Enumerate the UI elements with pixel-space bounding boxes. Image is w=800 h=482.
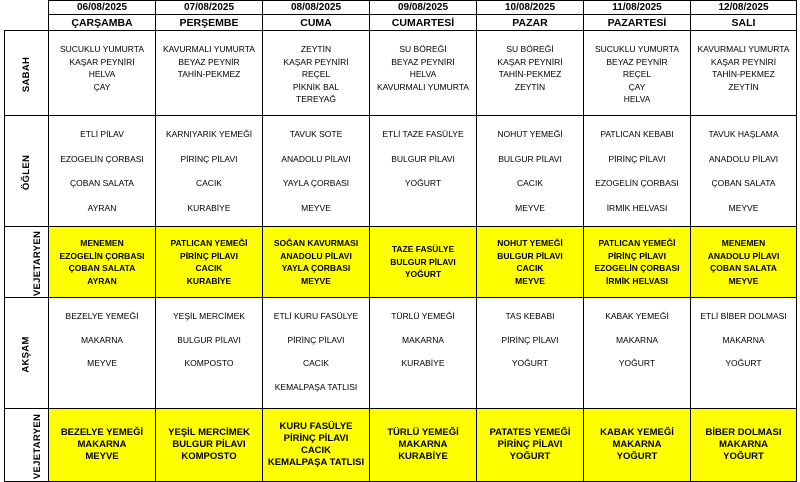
menu-item: BİBER DOLMASI: [705, 427, 782, 438]
menu-item: ZEYTİN: [300, 44, 332, 54]
day-cell: PERŞEMBE: [156, 15, 263, 31]
date-cell: 08/08/2025: [263, 1, 370, 15]
menu-item: KEMALPAŞA TATLISI: [274, 381, 358, 392]
menu-item: SUCUKLU YUMURTA: [594, 44, 680, 54]
sabah-cell: [691, 31, 797, 116]
aksam-cell: [584, 298, 691, 409]
menu-item: AYRAN: [87, 202, 117, 213]
menu-item: MEYVE: [87, 358, 117, 368]
menu-item: YOĞURT: [618, 358, 656, 368]
day-header-row: [5, 15, 797, 31]
menu-item: MAKARNA: [612, 439, 662, 450]
menu-item: ÇOBAN SALATA: [710, 263, 777, 273]
menu-item: ANADOLU PİLAVI: [280, 250, 352, 261]
vejetaryen-cell: [584, 409, 691, 482]
vejetaryen-cell: [370, 409, 477, 482]
menu-item: REÇEL: [301, 69, 331, 79]
menu-item: KAVURMALI YUMURTA: [697, 44, 790, 54]
sabah-cell: [49, 31, 156, 116]
vejetaryen-cell: [691, 227, 797, 298]
menu-item: EZOGELİN ÇORBASI: [595, 178, 679, 188]
menu-item: NOHUT YEMEĞİ: [497, 129, 563, 139]
menu-item: ZEYTİN: [728, 81, 759, 92]
vejetaryen-cell: [691, 409, 797, 482]
menu-item: ÇOBAN SALATA: [711, 178, 776, 188]
menu-item: ANADOLU PİLAVI: [281, 153, 351, 164]
menu-item: PİRİNÇ PİLAVI: [501, 334, 559, 345]
corner-cell: [5, 15, 49, 31]
row-label-sabah: [5, 31, 49, 116]
menu-item: MEYVE: [515, 275, 545, 286]
menu-item: KAŞAR PEYNİRİ: [497, 56, 563, 67]
aksam-cell: [691, 298, 797, 409]
menu-item: PATATES YEMEĞİ: [489, 427, 571, 438]
day-cell: PAZARTESİ: [584, 15, 691, 31]
menu-item: ÇAY: [93, 81, 111, 92]
menu-item: MEYVE: [728, 275, 759, 286]
menu-item: KURABİYE: [398, 451, 448, 462]
menu-item: KABAK YEMEĞİ: [605, 311, 669, 321]
menu-item: YEŞİL MERCİMEK: [168, 427, 250, 438]
menu-item: KAŞAR PEYNİRİ: [69, 56, 135, 67]
day-cell: SALI: [691, 15, 797, 31]
vejetaryen-cell: [477, 409, 584, 482]
menu-item: PATLICAN KEBABI: [600, 129, 674, 139]
menu-item: TAVUK SOTE: [289, 129, 343, 139]
sabah-cell: [477, 31, 584, 116]
aksam-row: [5, 298, 797, 409]
menu-item: CACIK: [303, 358, 329, 368]
day-cell: CUMA: [263, 15, 370, 31]
menu-item: PİRİNÇ PİLAVI: [180, 250, 238, 261]
menu-item: ETLİ BİBER DOLMASI: [700, 311, 787, 321]
menu-item: SOĞAN KAVURMASI: [273, 238, 359, 248]
menu-item: MAKARNA: [398, 439, 448, 450]
menu-item: ZEYTİN: [514, 81, 546, 92]
menu-item: TAHİN-PEKMEZ: [498, 69, 562, 79]
vejetaryen-cell: [263, 227, 370, 298]
row-label-aksam: [5, 298, 49, 409]
menu-item: TAS KEBABI: [505, 311, 555, 321]
menu-item: EZOGELİN ÇORBASI: [60, 153, 144, 164]
menu-item: BULGUR PİLAVI: [497, 250, 563, 261]
menu-item: YOĞURT: [616, 451, 658, 462]
menu-item: REÇEL: [622, 69, 652, 79]
oglen-cell: [477, 116, 584, 227]
oglen-cell: [584, 116, 691, 227]
row-label-text: ÖĞLEN: [21, 154, 32, 191]
menu-item: CACIK: [300, 445, 332, 456]
aksam-cell: [370, 298, 477, 409]
vejetaryen-dinner-row: [5, 409, 797, 482]
day-cell: PAZAR: [477, 15, 584, 31]
menu-item: ÇOBAN SALATA: [68, 263, 136, 273]
vejetaryen-cell: [49, 409, 156, 482]
menu-item: NOHUT YEMEĞİ: [497, 238, 563, 248]
menu-item: MAKARNA: [80, 334, 124, 345]
menu-item: KURABİYE: [186, 275, 232, 286]
menu-item: MEYVE: [85, 451, 119, 462]
sabah-cell: [370, 31, 477, 116]
menu-item: EZOGELİN ÇORBASI: [594, 263, 680, 273]
menu-item: MAKARNA: [77, 439, 127, 450]
menu-item: PATLICAN YEMEĞİ: [598, 238, 676, 248]
menu-item: CACIK: [517, 178, 543, 188]
menu-item: MEYVE: [301, 275, 331, 286]
menu-item: İRMİK HELVASI: [606, 202, 668, 213]
menu-item: ÇOBAN SALATA: [70, 178, 134, 188]
row-label-oglen: [5, 116, 49, 227]
menu-item: BULGUR PİLAVI: [172, 439, 246, 450]
menu-item: YAYLA ÇORBASI: [282, 178, 350, 188]
menu-item: TEREYAĞ: [296, 94, 336, 104]
menu-item: MENEMEN: [80, 238, 124, 248]
menu-item: MENEMEN: [721, 238, 766, 248]
aksam-cell: [477, 298, 584, 409]
menu-item: EZOGELİN ÇORBASI: [59, 250, 145, 261]
menu-item: BEZELYE YEMEĞİ: [65, 311, 139, 321]
menu-item: ETLİ KURU FASÜLYE: [273, 311, 359, 321]
menu-item: YEŞİL MERCİMEK: [173, 311, 245, 321]
menu-item: MAKARNA: [718, 439, 769, 450]
vejetaryen-cell: [263, 409, 370, 482]
menu-item: MEYVE: [301, 202, 331, 213]
menu-item: TÜRLÜ YEMEĞİ: [391, 311, 455, 321]
vejetaryen-cell: [156, 227, 263, 298]
menu-item: PİKNİK BAL: [292, 81, 340, 92]
menu-item: MAKARNA: [401, 334, 445, 345]
date-cell: 11/08/2025: [584, 1, 691, 15]
menu-item: TÜRLÜ YEMEĞİ: [387, 427, 459, 438]
menu-item: KABAK YEMEĞİ: [600, 427, 674, 438]
menu-item: TAHİN-PEKMEZ: [712, 69, 775, 79]
menu-item: YOĞURT: [404, 269, 442, 280]
menu-item: TAVUK HAŞLAMA: [708, 129, 779, 139]
date-header-row: [5, 1, 797, 15]
menu-item: ÇAY: [628, 81, 646, 92]
menu-item: PİRİNÇ PİLAVI: [608, 250, 666, 261]
corner-cell: [5, 1, 49, 15]
oglen-cell: [156, 116, 263, 227]
menu-item: BULGUR PİLAVI: [390, 256, 456, 267]
date-cell: 07/08/2025: [156, 1, 263, 15]
weekly-menu-table: [4, 0, 797, 482]
menu-item: ANADOLU PİLAVI: [707, 250, 780, 261]
date-cell: 12/08/2025: [691, 1, 797, 15]
menu-item: KURABİYE: [401, 358, 445, 368]
menu-item: BULGUR PİLAVI: [498, 153, 562, 164]
menu-item: TAHİN-PEKMEZ: [177, 69, 241, 79]
menu-item: MAKARNA: [615, 334, 659, 345]
oglen-cell: [263, 116, 370, 227]
vejetaryen-cell: [477, 227, 584, 298]
menu-item: AYRAN: [87, 275, 117, 286]
menu-item: TAZE FASÜLYE: [391, 244, 455, 255]
vejetaryen-cell: [370, 227, 477, 298]
menu-item: PATLICAN YEMEĞİ: [170, 238, 248, 248]
menu-item: KAŞAR PEYNİRİ: [283, 56, 349, 67]
vejetaryen-cell: [584, 227, 691, 298]
row-label-text: VEJETARYEN: [32, 230, 44, 297]
sabah-row: [5, 31, 797, 116]
menu-item: YOĞURT: [725, 358, 762, 368]
row-label-vejetaryen: [5, 227, 49, 298]
menu-item: CACIK: [196, 178, 222, 188]
row-label-text: SABAH: [21, 56, 32, 93]
vejetaryen-lunch-row: [5, 227, 797, 298]
menu-item: KOMPOSTO: [184, 358, 234, 368]
menu-item: ETLİ TAZE FASÜLYE: [382, 129, 464, 139]
menu-item: PİRİNÇ PİLAVI: [608, 153, 666, 164]
menu-item: BEYAZ PEYNİR: [178, 56, 240, 67]
menu-item: KOMPOSTO: [181, 451, 237, 462]
menu-item: ANADOLU PİLAVI: [708, 153, 779, 164]
date-cell: 06/08/2025: [49, 1, 156, 15]
menu-item: KURU FASÜLYE: [279, 421, 353, 432]
menu-item: PİRİNÇ PİLAVI: [287, 334, 345, 345]
row-label-text: VEJETARYEN: [32, 413, 44, 480]
date-cell: 09/08/2025: [370, 1, 477, 15]
vejetaryen-cell: [156, 409, 263, 482]
menu-item: CACIK: [516, 263, 544, 273]
menu-item: MEYVE: [728, 202, 759, 213]
menu-item: KAVURMALI YUMURTA: [163, 44, 255, 54]
menu-item: BULGUR PİLAVI: [177, 334, 241, 345]
date-cell: 10/08/2025: [477, 1, 584, 15]
row-label-vejetaryen: [5, 409, 49, 482]
menu-item: CACIK: [195, 263, 223, 273]
menu-item: ETLİ PİLAV: [80, 129, 124, 139]
sabah-cell: [263, 31, 370, 116]
menu-item: YOĞURT: [511, 358, 549, 368]
menu-item: PİRİNÇ PİLAVI: [180, 153, 238, 164]
menu-item: HELVA: [409, 69, 437, 79]
aksam-cell: [49, 298, 156, 409]
aksam-cell: [156, 298, 263, 409]
oglen-cell: [691, 116, 797, 227]
sabah-cell: [584, 31, 691, 116]
menu-item: BEYAZ PEYNİRİ: [391, 56, 455, 67]
menu-item: İRMİK HELVASI: [605, 275, 669, 286]
oglen-cell: [370, 116, 477, 227]
day-cell: ÇARŞAMBA: [49, 15, 156, 31]
menu-item: MAKARNA: [722, 334, 765, 345]
menu-item: KAVURMALI YUMURTA: [377, 81, 469, 92]
menu-item: BEZELYE YEMEĞİ: [60, 427, 144, 438]
menu-item: SUCUKLU YUMURTA: [59, 44, 145, 54]
menu-item: HELVA: [88, 69, 116, 79]
menu-item: KURABİYE: [187, 202, 231, 213]
menu-item: BULGUR PİLAVI: [391, 153, 455, 164]
menu-item: KEMALPAŞA TATLISI: [267, 457, 365, 468]
menu-item: YOĞURT: [404, 178, 442, 188]
menu-item: PİRİNÇ PİLAVI: [283, 433, 349, 444]
day-cell: CUMARTESİ: [370, 15, 477, 31]
menu-item: SU BÖREĞİ: [506, 44, 554, 54]
oglen-cell: [49, 116, 156, 227]
menu-item: KARNIYARIK YEMEĞİ: [165, 129, 253, 139]
sabah-cell: [156, 31, 263, 116]
menu-item: MEYVE: [515, 202, 545, 213]
vejetaryen-cell: [49, 227, 156, 298]
menu-item: BEYAZ PEYNİR: [606, 56, 668, 67]
menu-item: YAYLA ÇORBASI: [281, 263, 351, 273]
aksam-cell: [263, 298, 370, 409]
menu-item: HELVA: [623, 94, 651, 104]
row-label-text: AKŞAM: [21, 336, 32, 373]
menu-item: PİRİNÇ PİLAVI: [497, 439, 563, 450]
oglen-row: [5, 116, 797, 227]
menu-item: KAŞAR PEYNİRİ: [710, 56, 777, 67]
menu-item: SU BÖREĞİ: [399, 44, 447, 54]
menu-item: YOĞURT: [723, 451, 764, 462]
menu-item: YOĞURT: [509, 451, 551, 462]
